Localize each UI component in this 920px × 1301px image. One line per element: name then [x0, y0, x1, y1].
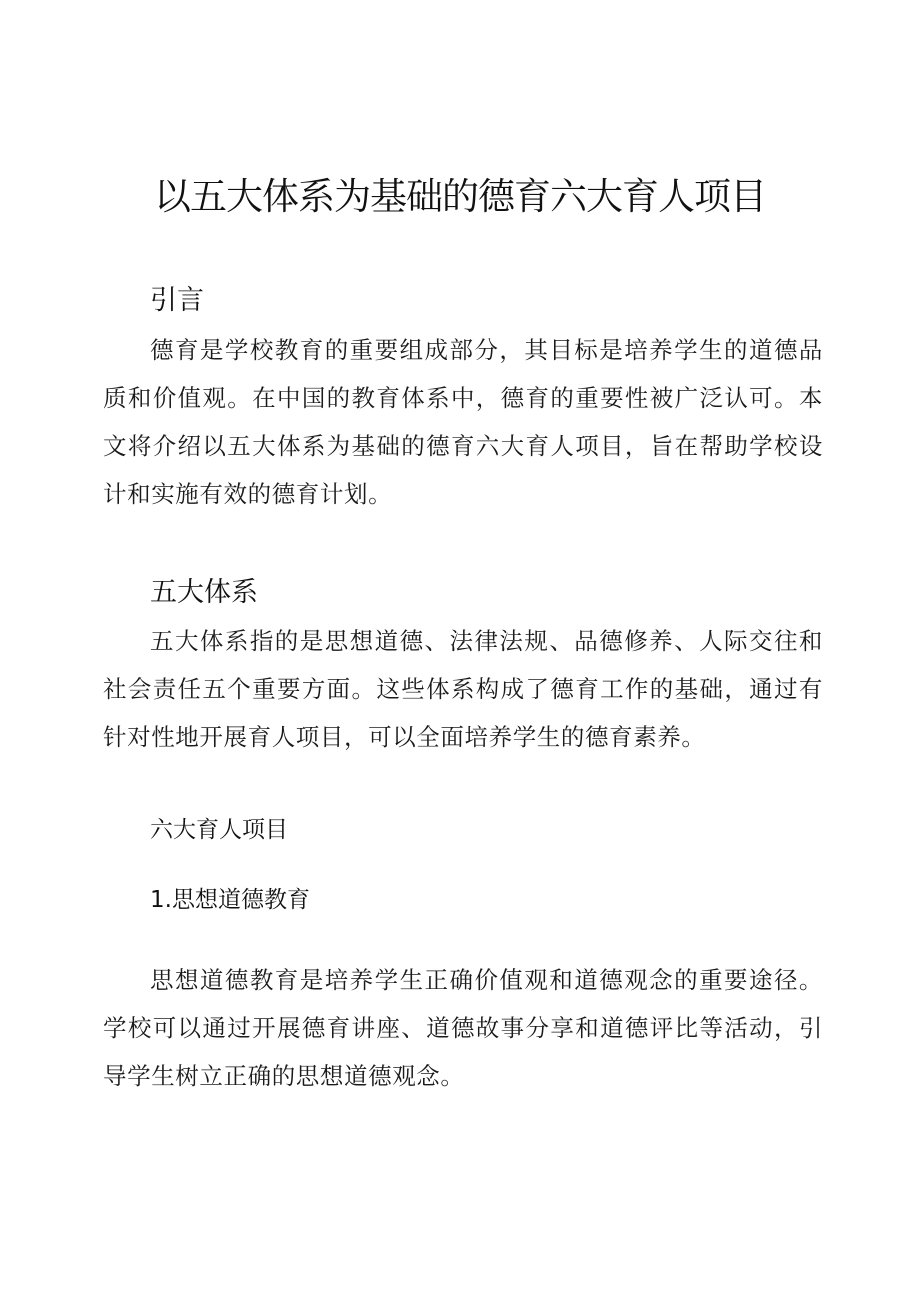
document-title: 以五大体系为基础的德育六大育人项目 [154, 175, 766, 218]
item-heading-moral-education: 1.思想道德教育 [150, 887, 310, 913]
section-heading-six-projects: 六大育人项目 [150, 817, 288, 843]
section-heading-intro: 引言 [150, 285, 204, 316]
paragraph-intro: 德育是学校教育的重要组成部分，其目标是培养学生的道德品质和价值观。在中国的教育体系中，德育的重要性被广泛认可。本文将介绍以五大体系为基础的德育六大育人项目，旨在帮助学校设计和实施有效的德育计划。 [103, 336, 823, 508]
paragraph-moral-education: 思想道德教育是培养学生正确价值观和道德观念的重要途径。学校可以通过开展德育讲座、道德故事分享和道德评比等活动，引导学生树立正确的思想道德观念。 [103, 966, 823, 1090]
section-heading-five-systems: 五大体系 [150, 577, 258, 608]
paragraph-five-systems: 五大体系指的是思想道德、法律法规、品德修养、人际交往和社会责任五个重要方面。这些体系构成了德育工作的基础，通过有针对性地开展育人项目，可以全面培养学生的德育素养。 [103, 627, 823, 751]
